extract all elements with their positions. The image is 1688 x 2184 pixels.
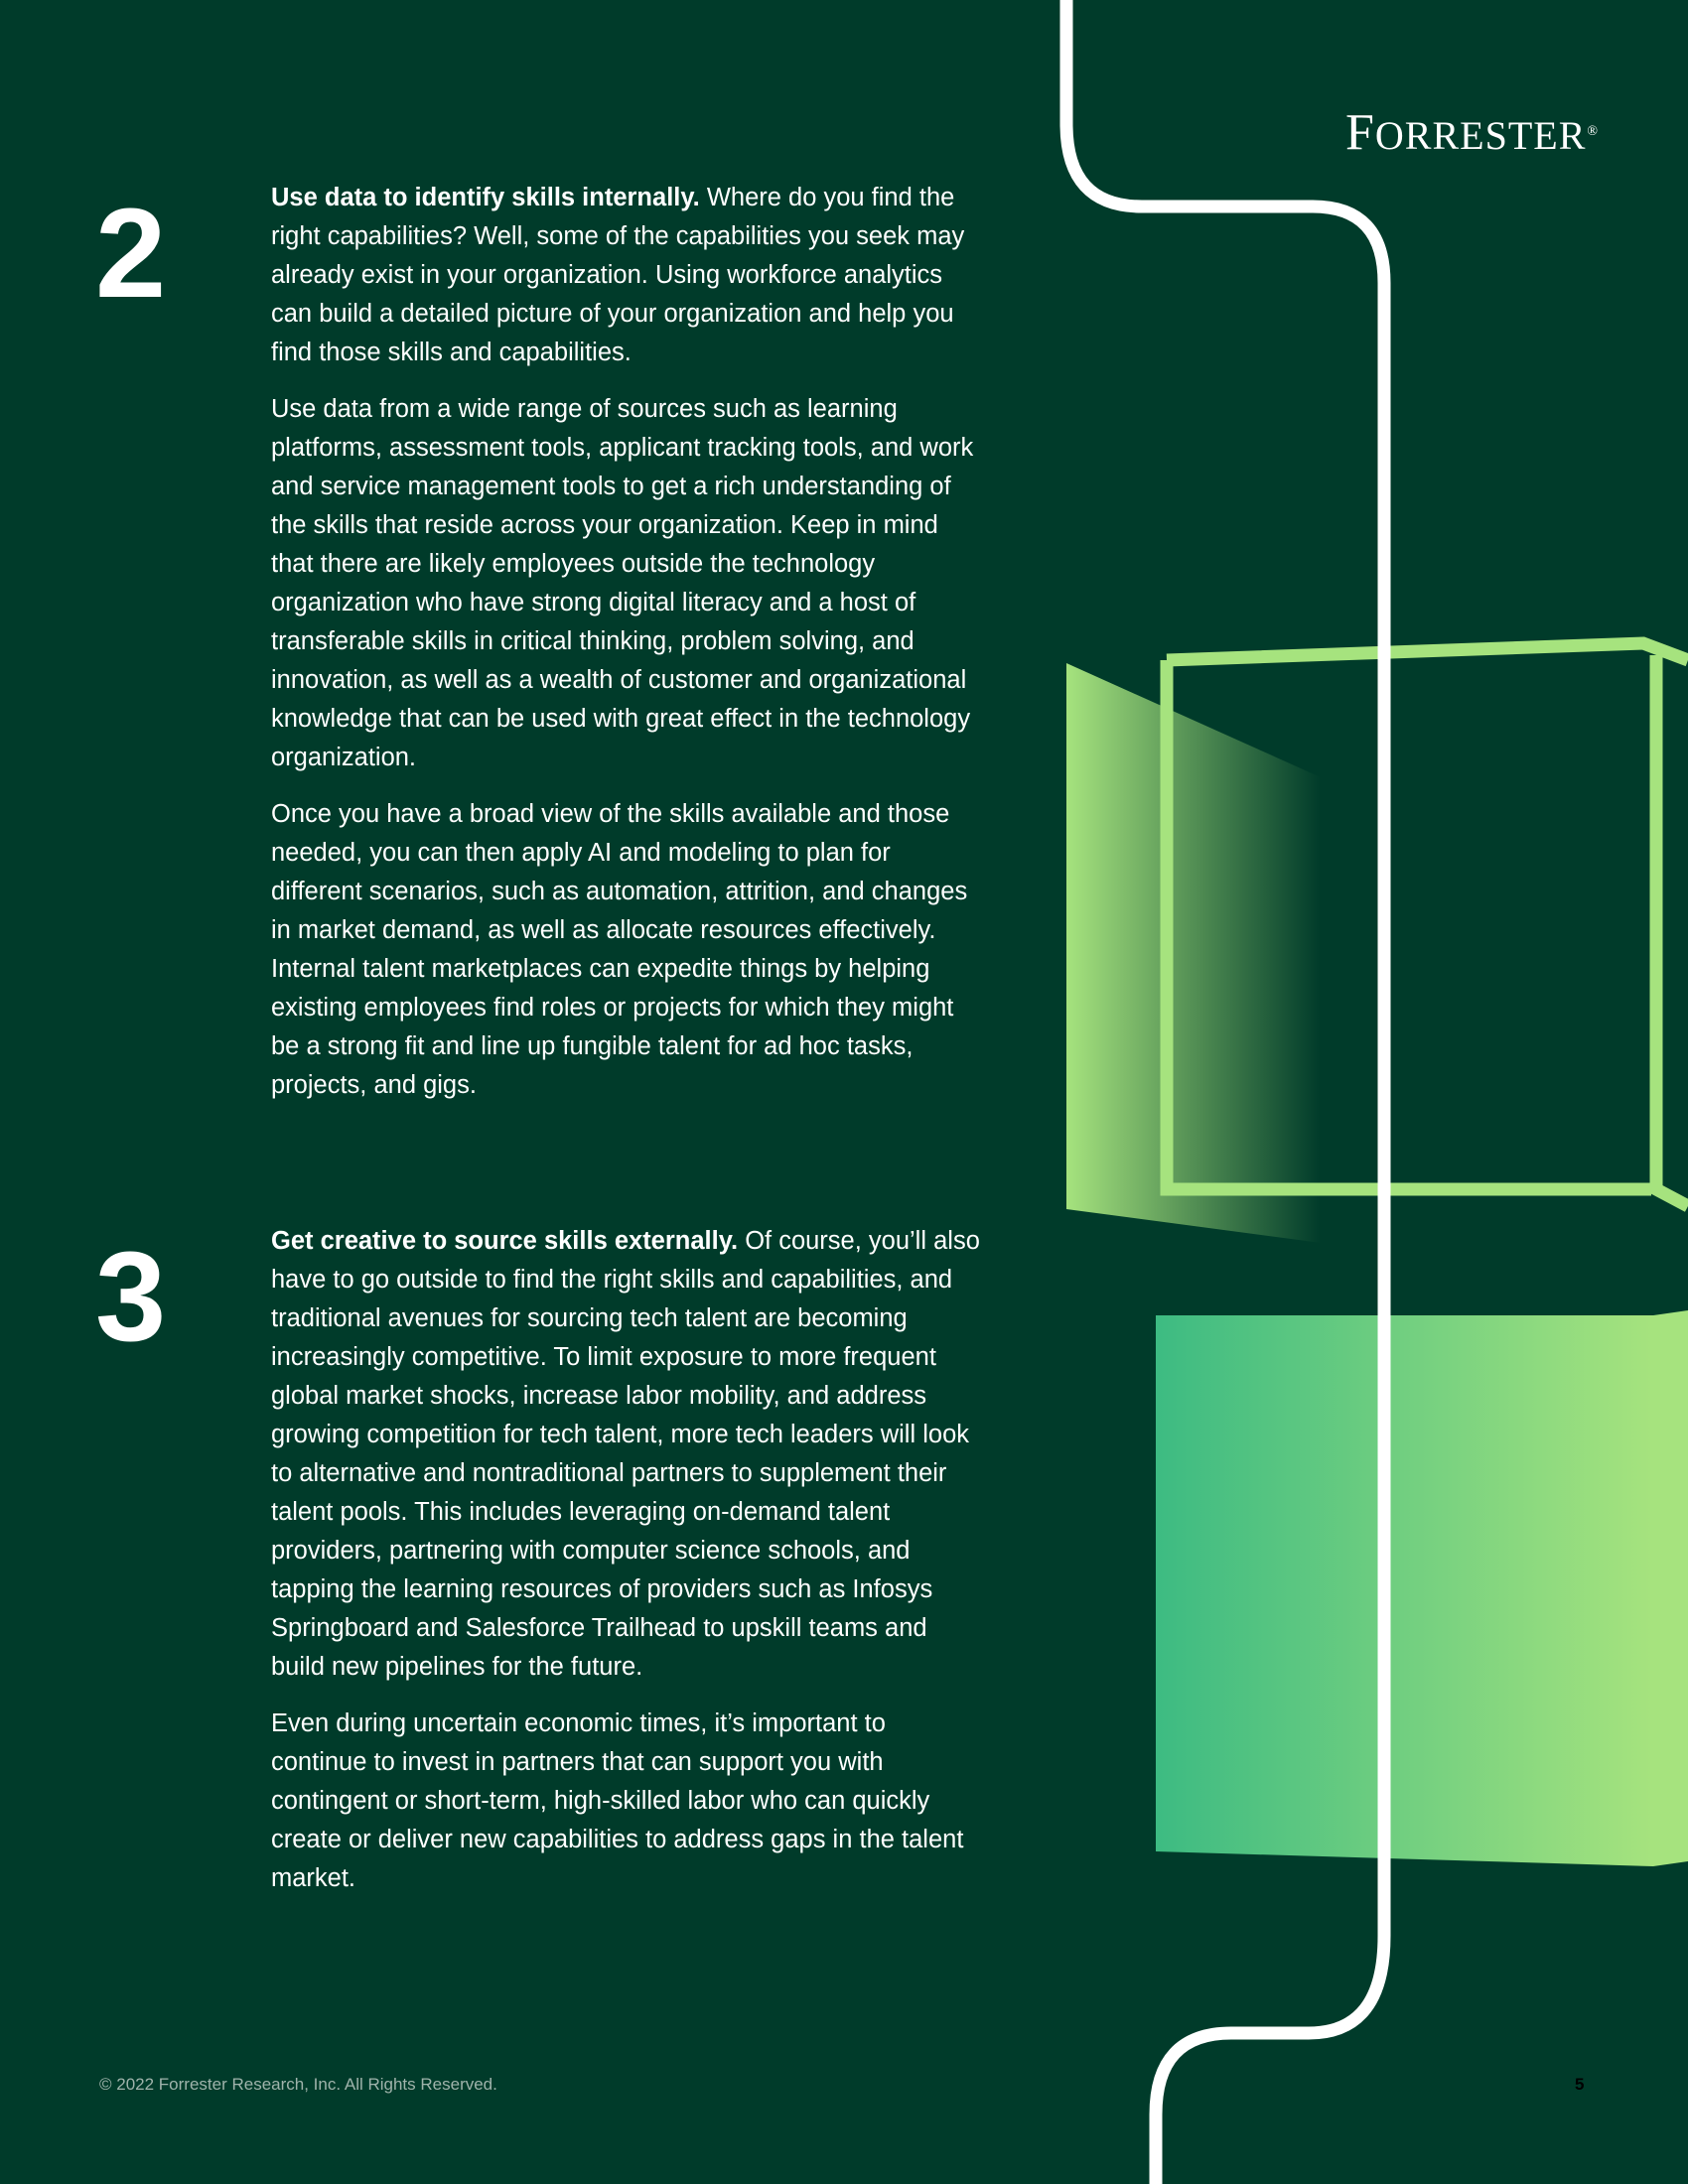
section-3-paragraph-2: Even during uncertain economic times, it’s important to continue to invest in partners that can support you with contingent or short-term, high-skilled labor who can quickly create or deliver new capabilities to address gaps in the talent market. — [271, 1709, 964, 1892]
lower-block — [1156, 1310, 1688, 1866]
section-number: 2 — [95, 183, 167, 325]
section-2-lead: Use data to identify skills internally. — [271, 184, 700, 211]
cube-side-flap — [1066, 663, 1321, 1243]
section-3-paragraph-1: Get creative to source skills externally. Of course, you’ll also have to go outside to find the right skills and capabilities, and traditional avenues for sourcing tech talent are becoming increasingly competitive. To limit exposure to more frequent global market shocks, increase labor mobility, and address growing competition for tech talent, more tech leaders will look to alternative and nontraditional partners to supplement their talent pools. This includes leveraging on-demand talent providers, partnering with computer science schools, and tapping the learning resources of providers such as Infosys Springboard and Salesforce Trailhead to upskill teams and build new pipelines for the future. — [271, 1227, 980, 1681]
section-3-lead: Get creative to source skills externally. — [271, 1227, 739, 1255]
section-2-paragraph-3: Once you have a broad view of the skills available and those needed, you can then apply AI and modeling to plan for different scenarios, such as automation, attrition, and changes in market demand, as well as allocate resources effectively. Internal talent marketplaces can expedite things by helping existing employees find roles or projects for which they might be a strong fit and line up fungible talent for ad hoc tasks, projects, and gigs. — [271, 800, 968, 1099]
section-2-body — [271, 179, 986, 1123]
page-number: 5 — [1575, 2075, 1585, 2094]
section-number: 3 — [95, 1226, 167, 1368]
section-2-paragraph-2: Use data from a wide range of sources such as learning platforms, assessment tools, applicant tracking tools, and work and service management tools to get a rich understanding of the skills that reside across your organization. Keep in mind that there are likely employees outside the technology organization who have strong digital literacy and a host of transferable skills in critical thinking, problem solving, and innovation, as well as a wealth of customer and organizational knowledge that can be used with great effect in the technology organization. — [271, 395, 974, 771]
section-2-paragraph-1: Use data to identify skills internally. Where do you find the right capabilities? Well, some of the capabilities you seek may already exist in your organization. Using workforce analytics can build a detailed picture of your organization and help you find those skills and capabilities. — [271, 184, 965, 366]
copyright-text: © 2022 Forrester Research, Inc. All Rights Reserved. — [99, 2075, 497, 2094]
forrester-logo: FORRESTER® — [1345, 104, 1600, 161]
section-3-body — [271, 1222, 986, 1916]
